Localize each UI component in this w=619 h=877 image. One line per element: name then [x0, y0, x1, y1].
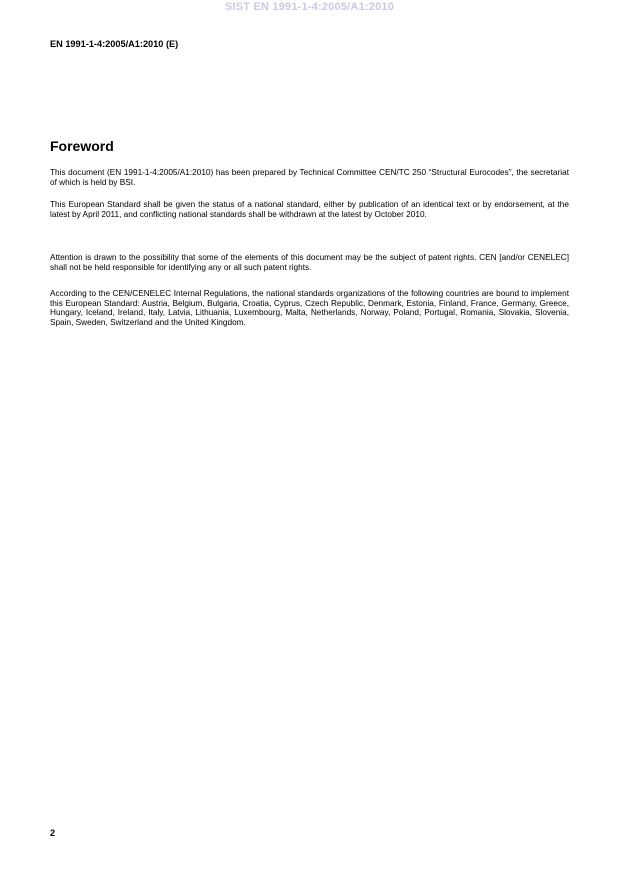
- paragraph: Attention is drawn to the possibility that some of the elements of this document may be the subject of patent rights. CEN [and/or CENELEC] shall not be held responsible for identifying any or all such patent rights.: [50, 253, 569, 272]
- watermark: SIST EN 1991-1-4:2005/A1:2010: [224, 1, 395, 13]
- section-heading: Foreword: [50, 138, 114, 154]
- page-number: 2: [50, 828, 56, 838]
- paragraph: This European Standard shall be given the status of a national standard, either by publication of an identical text or by endorsement, at the latest by April 2011, and conflicting national standards shall be withdrawn at the latest by October 2010.: [50, 200, 569, 219]
- paragraph: According to the CEN/CENELEC Internal Regulations, the national standards organizations of the following countries are bound to implement this European Standard: Austria, Belgium, Bulgaria, Croatia, Cyprus, Czech Republic, Denmark, Estonia, Finland, France, Germany, Greece, Hungary, Iceland, Ireland, Italy, Latvia, Lithuania, Luxembourg, Malta, Netherlands, Norway, Poland, Portugal, Romania, Slovakia, Slovenia, Spain, Sweden, Switzerland and the United Kingdom.: [50, 289, 569, 327]
- paragraph: This document (EN 1991-1-4:2005/A1:2010) has been prepared by Technical Committee CEN/TC 250 “Structural Eurocodes”, the secretariat of which is held by BSI.: [50, 168, 569, 187]
- document-header: EN 1991-1-4:2005/A1:2010 (E): [50, 39, 179, 49]
